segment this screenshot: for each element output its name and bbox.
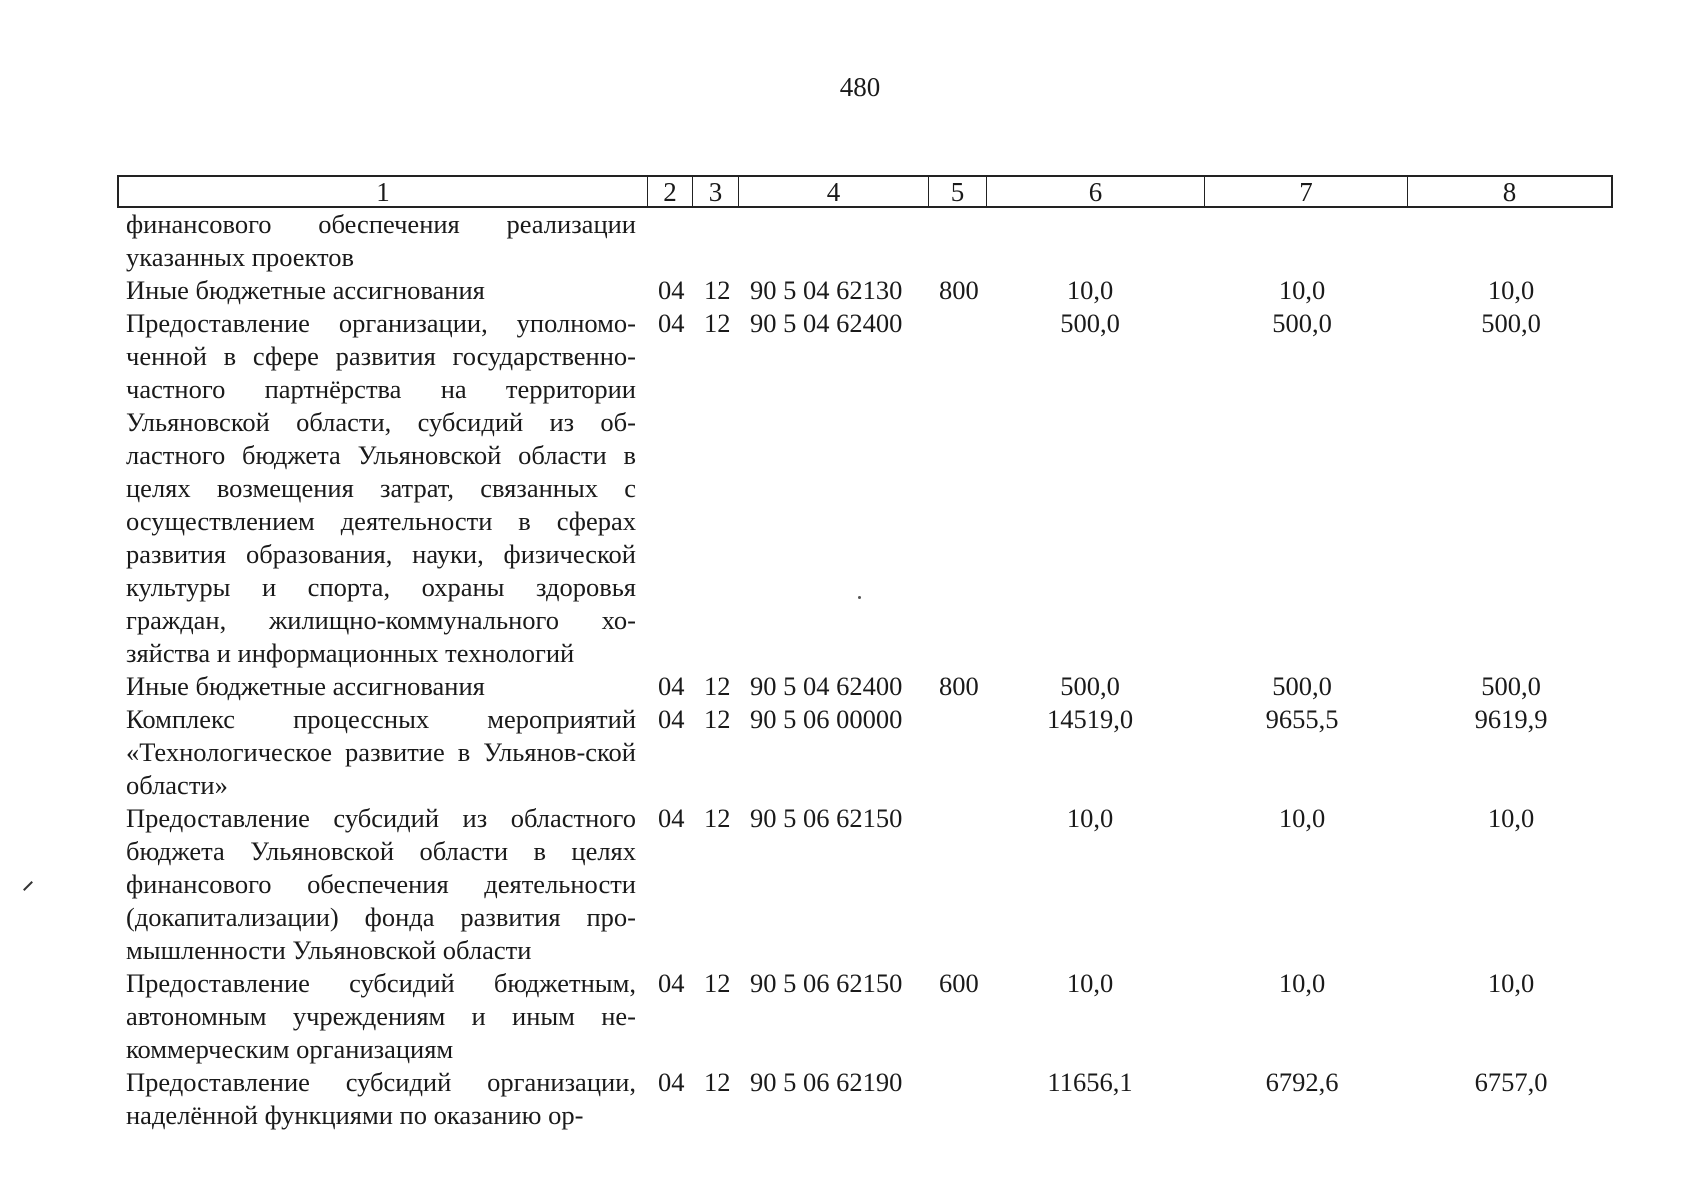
row-section-code: 04 xyxy=(658,968,685,998)
scan-dot xyxy=(858,596,861,599)
row-amount-col8: 500,0 xyxy=(1481,308,1541,338)
table-header xyxy=(117,175,1613,208)
row-section-code: 04 xyxy=(658,671,685,701)
row-target-code: 90 5 06 62150 xyxy=(750,968,903,998)
table-row xyxy=(0,967,1696,1066)
header-col-1: 1 xyxy=(119,177,648,206)
row-expense-type: 800 xyxy=(939,275,979,305)
row-section-code: 04 xyxy=(658,704,685,734)
row-section-code: 04 xyxy=(658,275,685,305)
row-subsection-code: 12 xyxy=(704,1067,731,1097)
row-amount-col6: 500,0 xyxy=(1060,308,1120,338)
row-subsection-code: 12 xyxy=(704,803,731,833)
row-section-code: 04 xyxy=(658,803,685,833)
header-col-2: 2 xyxy=(648,177,693,206)
row-expense-type: 600 xyxy=(939,968,979,998)
row-amount-col6: 10,0 xyxy=(1066,803,1114,833)
header-col-8: 8 xyxy=(1502,177,1517,207)
table-row xyxy=(0,307,1696,670)
row-amount-col7: 10,0 xyxy=(1278,275,1326,305)
row-section-code: 04 xyxy=(658,308,685,338)
row-amount-col6: 10,0 xyxy=(1066,968,1114,998)
row-subsection-code: 12 xyxy=(704,308,731,338)
row-subsection-code: 12 xyxy=(704,704,731,734)
table-row xyxy=(0,802,1696,967)
row-section-code: 04 xyxy=(658,1067,685,1097)
row-amount-col6: 500,0 xyxy=(1060,671,1120,701)
row-description: Предоставление субсидий бюджетным, автономным учреждениям и иным не-коммерческим организациям xyxy=(126,968,636,1064)
row-amount-col7: 10,0 xyxy=(1278,968,1326,998)
row-target-code: 90 5 04 62400 xyxy=(750,308,903,338)
row-amount-col7: 6792,6 xyxy=(1265,1067,1339,1097)
table-row xyxy=(0,208,1696,274)
row-amount-col6: 11656,1 xyxy=(1047,1067,1133,1097)
row-amount-col8: 9619,9 xyxy=(1474,704,1548,734)
page-number: 480 xyxy=(839,72,881,102)
row-amount-col7: 10,0 xyxy=(1278,803,1326,833)
row-subsection-code: 12 xyxy=(704,968,731,998)
row-target-code: 90 5 06 00000 xyxy=(750,704,903,734)
row-amount-col6: 10,0 xyxy=(1066,275,1114,305)
header-col-3: 3 xyxy=(693,177,739,206)
row-expense-type: 800 xyxy=(939,671,979,701)
row-subsection-code: 12 xyxy=(704,671,731,701)
header-col-6: 6 xyxy=(987,177,1205,206)
row-amount-col8: 10,0 xyxy=(1487,803,1535,833)
row-description: Комплекс процессных мероприятий «Технологическое развитие в Ульянов-ской области» xyxy=(126,704,636,800)
row-amount-col7: 500,0 xyxy=(1272,308,1332,338)
table-body xyxy=(0,208,1696,1132)
table-row xyxy=(0,670,1696,703)
row-description: Предоставление организации, уполномо-ченной в сфере развития государственно-частного партнёрства на территории Ульяновской области, субсидий из об-ластного бюджета Ульяновской области в целях возмещения затрат, связанных с осуществлением деятельности в сферах развития образования, науки, физической культуры и спорта, охраны здоровья граждан, жилищно-коммунального хо-зяйства и информационных технологий xyxy=(126,308,636,668)
row-subsection-code: 12 xyxy=(704,275,731,305)
row-amount-col8: 10,0 xyxy=(1487,968,1535,998)
row-target-code: 90 5 04 62130 xyxy=(750,275,903,305)
row-description: финансового обеспечения реализации указанных проектов xyxy=(126,209,636,272)
row-description: Предоставление субсидий из областного бюджета Ульяновской области в целях финансового обеспечения деятельности (докапитализации) фонда развития про-мышленности Ульяновской области xyxy=(126,803,636,965)
row-description: Иные бюджетные ассигнования xyxy=(126,275,485,305)
row-amount-col8: 6757,0 xyxy=(1474,1067,1548,1097)
row-amount-col6: 14519,0 xyxy=(1046,704,1134,734)
row-amount-col8: 500,0 xyxy=(1481,671,1541,701)
row-amount-col7: 500,0 xyxy=(1272,671,1332,701)
row-description: Предоставление субсидий организации, наделённой функциями по оказанию ор- xyxy=(126,1067,636,1130)
table-row xyxy=(0,703,1696,802)
table-row xyxy=(0,274,1696,307)
header-col-5: 5 xyxy=(929,177,987,206)
row-target-code: 90 5 06 62190 xyxy=(750,1067,903,1097)
row-target-code: 90 5 06 62150 xyxy=(750,803,903,833)
row-amount-col7: 9655,5 xyxy=(1265,704,1339,734)
table-row xyxy=(0,1066,1696,1132)
row-amount-col8: 10,0 xyxy=(1487,275,1535,305)
row-description: Иные бюджетные ассигнования xyxy=(126,671,485,701)
header-col-7: 7 xyxy=(1205,177,1408,206)
row-target-code: 90 5 04 62400 xyxy=(750,671,903,701)
header-col-4: 4 xyxy=(739,177,929,206)
